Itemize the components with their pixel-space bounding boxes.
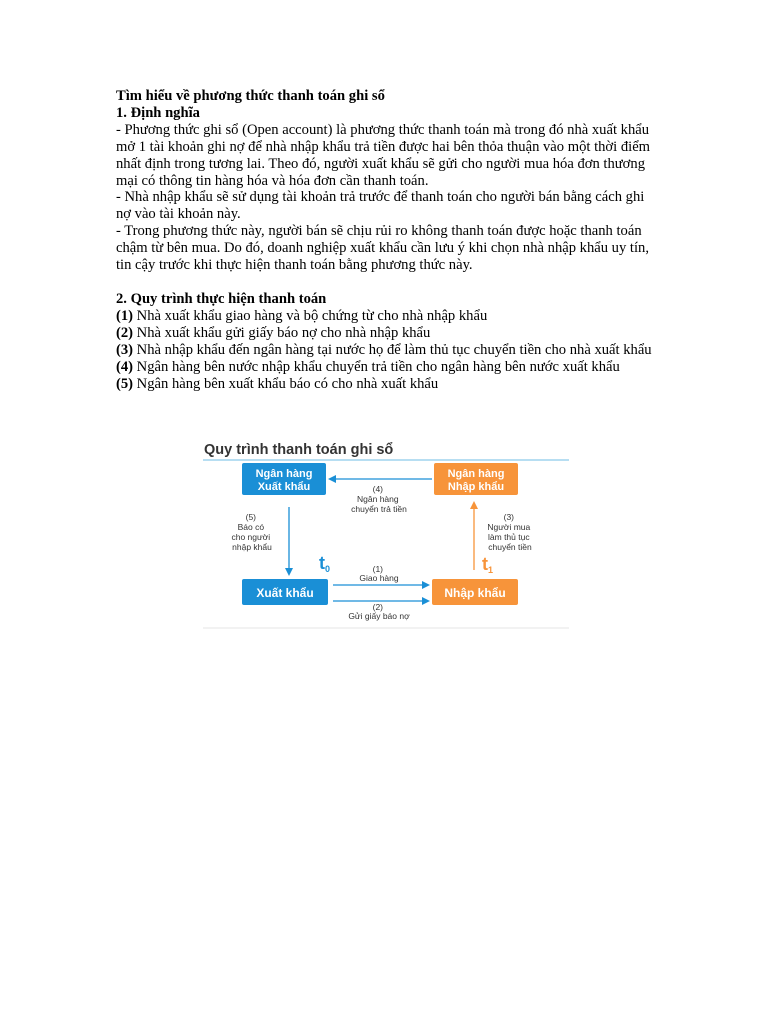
paragraph: - Trong phương thức này, người bán sẽ chịu rủi ro không thanh toán được hoặc thanh toán chậm từ bên mua. Do đó, doanh nghiệp xuất khẩu cần lưu ý khi chọn nhà nhập khẩu uy tín, tin cậy trước khi thực hiện thanh toán bằng phương thức này. xyxy=(116,223,649,274)
document-text xyxy=(116,88,656,392)
diagram-svg xyxy=(203,434,569,630)
step-number: (4) xyxy=(116,358,134,375)
step-item xyxy=(116,376,656,393)
step-text: Nhà nhập khẩu đến ngân hàng tại nước họ để làm thủ tục chuyển tiền cho nhà xuất khẩu xyxy=(133,341,652,358)
step-1-label: (1) Giao hàng xyxy=(359,564,399,583)
step-text: Nhà xuất khẩu gửi giấy báo nợ cho nhà nhập khẩu xyxy=(133,324,431,341)
t1-label: t1 xyxy=(482,554,494,575)
step-item xyxy=(116,308,656,325)
bank-import-label: Nhập khẩu xyxy=(447,481,505,493)
step-number: (1) xyxy=(116,307,134,324)
step-5-label: (5) Báo có cho người nhập khẩu xyxy=(231,512,272,552)
step-text: Ngân hàng bên xuất khẩu báo có cho nhà xuất khẩu xyxy=(133,375,439,392)
step-2-label: (2) Gửi giấy báo nợ xyxy=(348,602,410,621)
step-item xyxy=(116,342,656,359)
bank-import-label: Ngân hàng xyxy=(447,468,505,480)
step-text: Ngân hàng bên nước nhập khẩu chuyển trả tiền cho ngân hàng bên nước xuất khẩu xyxy=(133,358,620,375)
importer-label: Nhập khẩu xyxy=(444,586,506,600)
exporter-label: Xuất khẩu xyxy=(256,586,314,600)
step-4-label: (4) Ngân hàng chuyển trả tiền xyxy=(351,484,407,514)
diagram-title: Quy trình thanh toán ghi sổ xyxy=(204,442,394,458)
step-number: (5) xyxy=(116,375,134,392)
bank-export-label: Ngân hàng xyxy=(255,468,313,480)
step-text: Nhà xuất khẩu giao hàng và bộ chứng từ cho nhà nhập khẩu xyxy=(133,307,488,324)
section-1-heading: 1. Định nghĩa xyxy=(116,104,200,121)
step-item xyxy=(116,359,656,376)
step-number: (2) xyxy=(116,324,134,341)
step-item xyxy=(116,325,656,342)
spacer xyxy=(116,274,656,291)
paragraph: - Phương thức ghi sổ (Open account) là phương thức thanh toán mà trong đó nhà xuất khẩu mở 1 tài khoản ghi nợ để nhà nhập khẩu trả tiền được hai bên thỏa thuận vào một thời điểm nhất định trong tương lai. Theo đó, người xuất khẩu sẽ gửi cho người mua hóa đơn thương mại có thông tin hàng hóa và hóa đơn cần thanh toán. xyxy=(116,121,651,189)
section-2-heading: 2. Quy trình thực hiện thanh toán xyxy=(116,290,327,307)
t0-label: t0 xyxy=(319,553,331,574)
document-title: Tìm hiểu về phương thức thanh toán ghi sổ xyxy=(116,88,385,104)
paragraph: - Nhà nhập khẩu sẽ sử dụng tài khoản trả trước để thanh toán cho người bán bằng cách ghi nợ vào tài khoản này. xyxy=(116,189,645,223)
step-3-label: (3) Người mua làm thủ tục chuyển tiền xyxy=(487,512,532,552)
step-number: (3) xyxy=(116,341,134,358)
bank-export-label: Xuất khẩu xyxy=(257,481,311,493)
payment-flow-diagram xyxy=(203,434,569,630)
